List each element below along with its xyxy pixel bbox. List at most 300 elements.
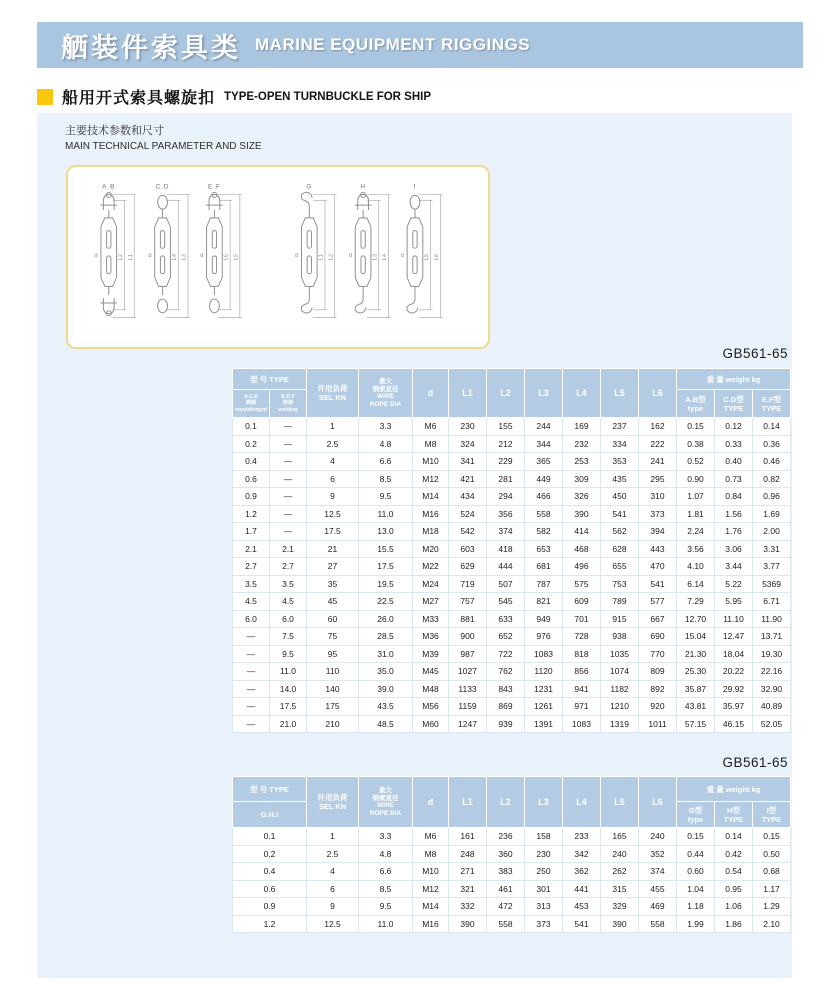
table-cell: M56 xyxy=(413,698,449,716)
table-cell: 165 xyxy=(601,828,639,846)
table-cell: 1.04 xyxy=(677,880,715,898)
col-header-wire-rope-dia: 最大 钢索直径 WIRE ROPE DIA xyxy=(359,777,413,828)
table-row xyxy=(233,898,791,916)
table-cell: 110 xyxy=(307,663,359,681)
table-cell: 155 xyxy=(487,418,525,436)
table-cell: 0.46 xyxy=(753,453,791,471)
table-cell: 240 xyxy=(639,828,677,846)
table-cell: 0.38 xyxy=(677,435,715,453)
table-cell: 0.60 xyxy=(677,863,715,881)
table-cell: 667 xyxy=(639,610,677,628)
table-cell: 809 xyxy=(639,663,677,681)
dim-label: L4 xyxy=(382,254,389,260)
table-cell: M18 xyxy=(413,523,449,541)
col-header-weight-ab: A.B型 type xyxy=(677,390,715,418)
table-cell: 212 xyxy=(487,435,525,453)
dim-label: L3 xyxy=(181,254,188,260)
table-cell: 582 xyxy=(525,523,563,541)
table-cell: 309 xyxy=(563,470,601,488)
table-cell: 3.06 xyxy=(715,540,753,558)
table-row xyxy=(233,558,791,576)
table-cell: — xyxy=(270,523,307,541)
figure-ef-label: E.F xyxy=(208,183,221,191)
table-cell: 681 xyxy=(525,558,563,576)
col-header-l3: L3 xyxy=(525,777,563,828)
table-cell: 8.5 xyxy=(359,880,413,898)
table-cell: 4.10 xyxy=(677,558,715,576)
table-cell: 35 xyxy=(307,575,359,593)
table-cell: 26.0 xyxy=(359,610,413,628)
table-cell: 39.0 xyxy=(359,680,413,698)
col-header-l1: L1 xyxy=(449,369,487,418)
table-row xyxy=(233,880,791,898)
col-header-l5: L5 xyxy=(601,777,639,828)
table-cell: 1120 xyxy=(525,663,563,681)
col-header-l2: L2 xyxy=(487,369,525,418)
d-label: d xyxy=(400,253,404,259)
table-cell: 248 xyxy=(449,845,487,863)
col-header-weight-g: G型 type xyxy=(677,802,715,828)
table-cell: 17.5 xyxy=(307,523,359,541)
table-cell: 418 xyxy=(487,540,525,558)
table-cell: 455 xyxy=(639,880,677,898)
table-cell: 701 xyxy=(563,610,601,628)
table-cell: M45 xyxy=(413,663,449,681)
table-cell: 1.81 xyxy=(677,505,715,523)
table-cell: M16 xyxy=(413,915,449,933)
table-cell: 12.47 xyxy=(715,628,753,646)
table-cell: 161 xyxy=(449,828,487,846)
table-cell: 14.0 xyxy=(270,680,307,698)
table-cell: 9.5 xyxy=(359,488,413,506)
table-cell: 17.5 xyxy=(359,558,413,576)
table-cell: 434 xyxy=(449,488,487,506)
table-cell: — xyxy=(270,505,307,523)
table-cell: M6 xyxy=(413,418,449,436)
table-cell: 541 xyxy=(563,915,601,933)
table-cell: 12.5 xyxy=(307,505,359,523)
table-cell: 789 xyxy=(601,593,639,611)
col-header-weight-cd: C.D型 TYPE xyxy=(715,390,753,418)
table-cell: 21.30 xyxy=(677,645,715,663)
col-header-type-bdf: B.D.F 焊接 welding xyxy=(270,390,307,418)
table-cell: 390 xyxy=(601,915,639,933)
table-cell: 939 xyxy=(487,715,525,733)
table-cell: — xyxy=(233,680,270,698)
table-cell: 5.22 xyxy=(715,575,753,593)
table-cell: 0.44 xyxy=(677,845,715,863)
table-row xyxy=(233,680,791,698)
table-cell: — xyxy=(233,645,270,663)
table-cell: 28.5 xyxy=(359,628,413,646)
col-header-l3: L3 xyxy=(525,369,563,418)
table-cell: M39 xyxy=(413,645,449,663)
table-cell: 461 xyxy=(487,880,525,898)
table-cell: M6 xyxy=(413,828,449,846)
table-cell: — xyxy=(270,435,307,453)
col-header-weight: 重 量 weight kg xyxy=(677,777,791,802)
col-header-l2: L2 xyxy=(487,777,525,828)
table-cell: — xyxy=(270,488,307,506)
table-cell: 1261 xyxy=(525,698,563,716)
table-cell: 920 xyxy=(639,698,677,716)
table-cell: 971 xyxy=(563,698,601,716)
d-label: d xyxy=(94,253,98,259)
standard-label-1: GB561-65 xyxy=(722,346,788,361)
table-cell: M10 xyxy=(413,863,449,881)
table-cell: — xyxy=(270,453,307,471)
table-cell: 12.70 xyxy=(677,610,715,628)
table-cell: 35.87 xyxy=(677,680,715,698)
table-cell: 43.5 xyxy=(359,698,413,716)
table-cell: 0.4 xyxy=(233,453,270,471)
section-heading xyxy=(37,85,431,108)
table-cell: 22.16 xyxy=(753,663,791,681)
table-cell: 6.14 xyxy=(677,575,715,593)
table-cell: 11.90 xyxy=(753,610,791,628)
table-cell: — xyxy=(233,698,270,716)
table-cell: 0.9 xyxy=(233,488,270,506)
table-cell: 558 xyxy=(525,505,563,523)
table-cell: 40.89 xyxy=(753,698,791,716)
dim-label: L2 xyxy=(117,254,124,260)
table-cell: 0.33 xyxy=(715,435,753,453)
table-cell: 0.96 xyxy=(753,488,791,506)
figure-ef xyxy=(200,184,242,318)
table-cell: 394 xyxy=(639,523,677,541)
dim-label: L3 xyxy=(372,254,379,260)
table-cell: 20.22 xyxy=(715,663,753,681)
table-row xyxy=(233,575,791,593)
table-cell: 4.8 xyxy=(359,845,413,863)
col-header-load: 许用负荷 SEL KN xyxy=(307,369,359,418)
table-row xyxy=(233,698,791,716)
table-cell: 329 xyxy=(601,898,639,916)
table-cell: 1.99 xyxy=(677,915,715,933)
turnbuckle-diagram xyxy=(68,167,488,347)
table-ghi-types xyxy=(232,776,790,933)
table-cell: 0.42 xyxy=(715,845,753,863)
table-cell: 976 xyxy=(525,628,563,646)
table-cell: 2.7 xyxy=(270,558,307,576)
figure-i xyxy=(401,184,443,318)
col-header-d: d xyxy=(413,369,449,418)
table-ghi-body xyxy=(233,828,791,933)
col-header-l4: L4 xyxy=(563,369,601,418)
table-cell: 1391 xyxy=(525,715,563,733)
table-cell: 941 xyxy=(563,680,601,698)
table-cell: 210 xyxy=(307,715,359,733)
table-cell: 1182 xyxy=(601,680,639,698)
table-row xyxy=(233,488,791,506)
table-cell: 3.56 xyxy=(677,540,715,558)
table-cell: 468 xyxy=(563,540,601,558)
table-cell: 295 xyxy=(639,470,677,488)
table-row xyxy=(233,523,791,541)
table-cell: 326 xyxy=(563,488,601,506)
table-row xyxy=(233,863,791,881)
table-cell: 629 xyxy=(449,558,487,576)
table-row xyxy=(233,645,791,663)
table-cell: 628 xyxy=(601,540,639,558)
table-cell: 915 xyxy=(601,610,639,628)
table-cell: 356 xyxy=(487,505,525,523)
table-cell: 1011 xyxy=(639,715,677,733)
table-cell: 244 xyxy=(525,418,563,436)
table-cell: 1.69 xyxy=(753,505,791,523)
table-cell: 15.5 xyxy=(359,540,413,558)
table-cell: 301 xyxy=(525,880,563,898)
table-cell: 0.84 xyxy=(715,488,753,506)
table-cell: 362 xyxy=(563,863,601,881)
table-cell: 11.0 xyxy=(359,505,413,523)
table-cell: 787 xyxy=(525,575,563,593)
table-cell: 324 xyxy=(449,435,487,453)
table-cell: 22.5 xyxy=(359,593,413,611)
table-cell: 466 xyxy=(525,488,563,506)
table-cell: 253 xyxy=(563,453,601,471)
table-cell: 25.30 xyxy=(677,663,715,681)
table-cell: 4.8 xyxy=(359,435,413,453)
table-cell: 352 xyxy=(639,845,677,863)
table-cell: 175 xyxy=(307,698,359,716)
d-label: d xyxy=(294,253,299,259)
table-cell: 821 xyxy=(525,593,563,611)
col-header-l4: L4 xyxy=(563,777,601,828)
table-cell: 542 xyxy=(449,523,487,541)
table-cell: 95 xyxy=(307,645,359,663)
table-cell: 222 xyxy=(639,435,677,453)
table-cell: 453 xyxy=(563,898,601,916)
table-cell: 0.4 xyxy=(233,863,307,881)
table-cell: 43.81 xyxy=(677,698,715,716)
table-cell: 9.5 xyxy=(270,645,307,663)
table-cell: M22 xyxy=(413,558,449,576)
table-cell: 507 xyxy=(487,575,525,593)
figure-i-label: I xyxy=(413,183,417,191)
figure-cd xyxy=(148,184,190,318)
table-cell: 0.15 xyxy=(677,828,715,846)
table-cell: 1083 xyxy=(563,715,601,733)
table-cell: 390 xyxy=(563,505,601,523)
table-row xyxy=(233,418,791,436)
col-header-l6: L6 xyxy=(639,369,677,418)
table-cell: 281 xyxy=(487,470,525,488)
table-cell: 6.6 xyxy=(359,453,413,471)
d-label: d xyxy=(148,253,152,259)
table-cell: 0.52 xyxy=(677,453,715,471)
table-row xyxy=(233,470,791,488)
table-cell: 162 xyxy=(639,418,677,436)
table-cell: — xyxy=(233,663,270,681)
table-cell: M60 xyxy=(413,715,449,733)
table-cell: 722 xyxy=(487,645,525,663)
table-cell: 3.5 xyxy=(270,575,307,593)
table-cell: 2.7 xyxy=(233,558,270,576)
col-header-l1: L1 xyxy=(449,777,487,828)
table-cell: 6.0 xyxy=(270,610,307,628)
table-af-body xyxy=(233,418,791,733)
table-cell: 0.73 xyxy=(715,470,753,488)
table-cell: 35.0 xyxy=(359,663,413,681)
table-cell: 19.30 xyxy=(753,645,791,663)
table-cell: 2.1 xyxy=(233,540,270,558)
table-cell: 2.10 xyxy=(753,915,791,933)
table-cell: 1247 xyxy=(449,715,487,733)
table-cell: 655 xyxy=(601,558,639,576)
dim-label: L6 xyxy=(223,254,230,260)
table-cell: 0.9 xyxy=(233,898,307,916)
col-header-type-ghi: G.H.I xyxy=(233,802,307,828)
table-row xyxy=(233,505,791,523)
table-cell: 271 xyxy=(449,863,487,881)
table-cell: 250 xyxy=(525,863,563,881)
table-row xyxy=(233,628,791,646)
table-cell: 2.5 xyxy=(307,435,359,453)
table-cell: 1.7 xyxy=(233,523,270,541)
table-cell: 32.90 xyxy=(753,680,791,698)
table-cell: 7.29 xyxy=(677,593,715,611)
table-cell: 0.1 xyxy=(233,418,270,436)
table-cell: 236 xyxy=(487,828,525,846)
dim-label: L2 xyxy=(328,254,335,260)
table-cell: 229 xyxy=(487,453,525,471)
table-cell: 0.14 xyxy=(715,828,753,846)
table-cell: 46.15 xyxy=(715,715,753,733)
table-cell: 48.5 xyxy=(359,715,413,733)
table-cell: 158 xyxy=(525,828,563,846)
table-cell: 762 xyxy=(487,663,525,681)
table-cell: 341 xyxy=(449,453,487,471)
table-cell: 652 xyxy=(487,628,525,646)
table-cell: 653 xyxy=(525,540,563,558)
table-cell: M36 xyxy=(413,628,449,646)
table-cell: M48 xyxy=(413,680,449,698)
yellow-bullet-icon xyxy=(37,89,53,105)
table-cell: 2.1 xyxy=(270,540,307,558)
table-cell: 633 xyxy=(487,610,525,628)
table-cell: 541 xyxy=(601,505,639,523)
table-cell: 575 xyxy=(563,575,601,593)
table-cell: 230 xyxy=(449,418,487,436)
table-cell: 0.6 xyxy=(233,880,307,898)
table-cell: 12.5 xyxy=(307,915,359,933)
table-cell: 449 xyxy=(525,470,563,488)
table-cell: 0.12 xyxy=(715,418,753,436)
table-cell: 21.0 xyxy=(270,715,307,733)
table-cell: 6.6 xyxy=(359,863,413,881)
table-cell: 19.5 xyxy=(359,575,413,593)
table-cell: 18.04 xyxy=(715,645,753,663)
table-cell: 57.15 xyxy=(677,715,715,733)
table-cell: 6.0 xyxy=(233,610,270,628)
figure-g xyxy=(295,184,337,318)
table-cell: 0.54 xyxy=(715,863,753,881)
table-cell: 770 xyxy=(639,645,677,663)
table-cell: 3.44 xyxy=(715,558,753,576)
table-cell: — xyxy=(233,715,270,733)
table-cell: M14 xyxy=(413,488,449,506)
col-header-wire-rope-dia: 最大 钢索直径 WIRE ROPE DIA xyxy=(359,369,413,418)
table-cell: M20 xyxy=(413,540,449,558)
d-label: d xyxy=(200,253,204,259)
table-cell: 1.2 xyxy=(233,505,270,523)
table-cell: 9 xyxy=(307,488,359,506)
table-cell: M10 xyxy=(413,453,449,471)
table-cell: 5.95 xyxy=(715,593,753,611)
table-row xyxy=(233,593,791,611)
table-cell: 4.5 xyxy=(270,593,307,611)
table-cell: — xyxy=(270,418,307,436)
table-cell: 310 xyxy=(639,488,677,506)
table-cell: M12 xyxy=(413,470,449,488)
col-header-type: 型 号 TYPE xyxy=(233,369,307,390)
table-cell: 728 xyxy=(563,628,601,646)
table-cell: 0.2 xyxy=(233,435,270,453)
table-cell: 609 xyxy=(563,593,601,611)
dim-label: L4 xyxy=(171,254,178,260)
table-cell: 344 xyxy=(525,435,563,453)
table-cell: 60 xyxy=(307,610,359,628)
table-cell: 421 xyxy=(449,470,487,488)
table-cell: 4 xyxy=(307,863,359,881)
table-cell: 11.0 xyxy=(270,663,307,681)
table-cell: 603 xyxy=(449,540,487,558)
table-cell: 31.0 xyxy=(359,645,413,663)
table-cell: 562 xyxy=(601,523,639,541)
table-cell: 262 xyxy=(601,863,639,881)
table-cell: 321 xyxy=(449,880,487,898)
table-cell: 1027 xyxy=(449,663,487,681)
table-cell: 1.07 xyxy=(677,488,715,506)
table-cell: 757 xyxy=(449,593,487,611)
table-cell: M27 xyxy=(413,593,449,611)
figure-ab xyxy=(94,184,136,318)
col-header-type: 型 号 TYPE xyxy=(233,777,307,802)
table-cell: 140 xyxy=(307,680,359,698)
parameters-heading-zh: 主要技术参数和尺寸 xyxy=(65,125,164,137)
table-row xyxy=(233,610,791,628)
table-cell: 3.77 xyxy=(753,558,791,576)
dim-label: L5 xyxy=(233,254,240,260)
table-cell: 15.04 xyxy=(677,628,715,646)
table-cell: 0.68 xyxy=(753,863,791,881)
table-cell: 441 xyxy=(563,880,601,898)
table-cell: — xyxy=(270,470,307,488)
table-cell: 45 xyxy=(307,593,359,611)
table-cell: 949 xyxy=(525,610,563,628)
technical-drawing-box xyxy=(66,165,490,349)
table-cell: 2.24 xyxy=(677,523,715,541)
table-cell: 545 xyxy=(487,593,525,611)
table-row xyxy=(233,540,791,558)
table-cell: 524 xyxy=(449,505,487,523)
figure-cd-label: C.D xyxy=(155,183,170,191)
col-header-load: 许用负荷 SEL KN xyxy=(307,777,359,828)
table-cell: 1.29 xyxy=(753,898,791,916)
table-cell: 1083 xyxy=(525,645,563,663)
table-cell: 818 xyxy=(563,645,601,663)
table-cell: 1159 xyxy=(449,698,487,716)
col-header-l5: L5 xyxy=(601,369,639,418)
table-cell: 35.97 xyxy=(715,698,753,716)
table-cell: 470 xyxy=(639,558,677,576)
table-cell: 690 xyxy=(639,628,677,646)
table-cell: 374 xyxy=(487,523,525,541)
table-cell: 8.5 xyxy=(359,470,413,488)
table-cell: 230 xyxy=(525,845,563,863)
table-cell: 6.71 xyxy=(753,593,791,611)
